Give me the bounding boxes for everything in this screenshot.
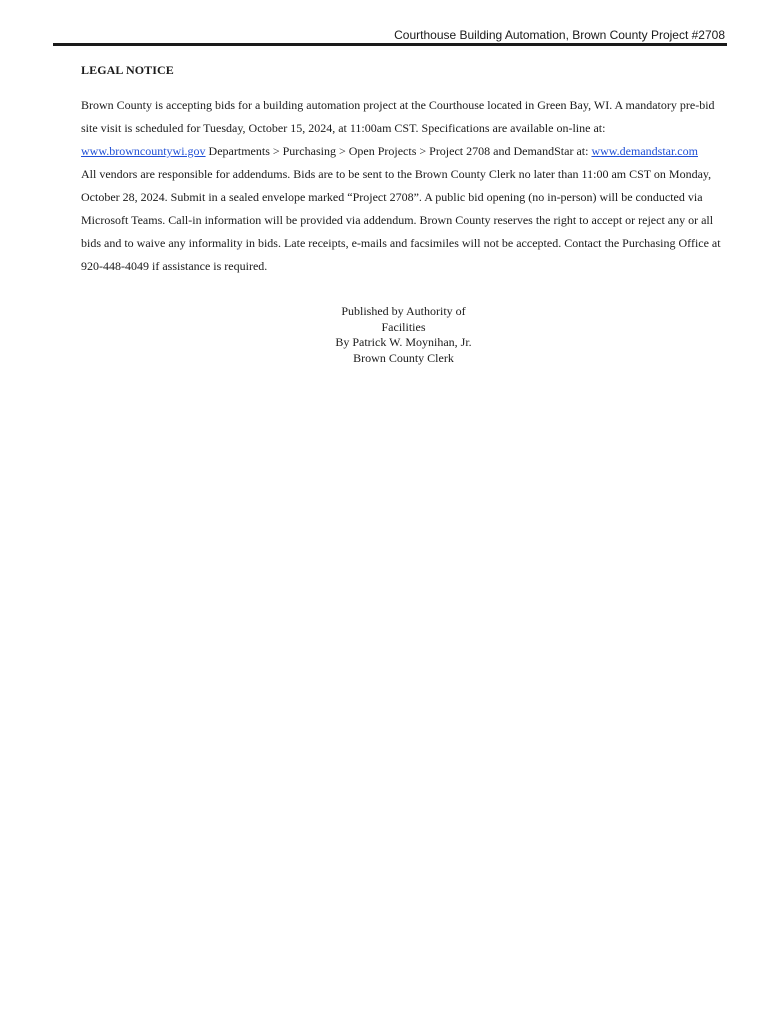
notice-title: LEGAL NOTICE — [81, 63, 174, 77]
notice-body — [81, 62, 726, 366]
signature-line-name: By Patrick W. Moynihan, Jr. — [335, 335, 472, 349]
browncounty-link[interactable]: www.browncountywi.gov — [81, 144, 206, 158]
running-header: Courthouse Building Automation, Brown County Project #2708 — [394, 28, 725, 42]
paragraph-1-text-a: Brown County is accepting bids for a building automation project at the Courthouse located in Green Bay, WI. A mandatory pre-bid site visit is scheduled for Tuesday, October 15, 2024, at 11:00am CST. Specifications are available on-line at: — [81, 98, 715, 135]
signature-line-authority: Published by Authority of — [341, 304, 466, 318]
demandstar-link[interactable]: www.demandstar.com — [591, 144, 698, 158]
signature-block — [81, 304, 726, 366]
signature-line-department: Facilities — [381, 319, 426, 334]
notice-paragraph-2: All vendors are responsible for addendums. Bids are to be sent to the Brown County Clerk no later than 11:00 am CST on Monday, October 28, 2024. Submit in a sealed envelope marked “Project 2708”. A public bid opening (no in-person) will be conducted via Microsoft Teams. Call-in information will be provided via addendum. Brown County reserves the right to accept or reject any or all bids and to waive any informality in bids. Late receipts, e-mails and facsimiles will not be accepted. Contact the Purchasing Office at 920-448-4049 if assistance is required. — [81, 167, 721, 273]
paragraph-1-text-b: Departments > Purchasing > Open Projects > Project 2708 and DemandStar at: — [205, 144, 592, 158]
signature-line-title: Brown County Clerk — [353, 350, 454, 365]
notice-paragraph-1 — [81, 94, 726, 163]
header-rule — [53, 43, 727, 46]
